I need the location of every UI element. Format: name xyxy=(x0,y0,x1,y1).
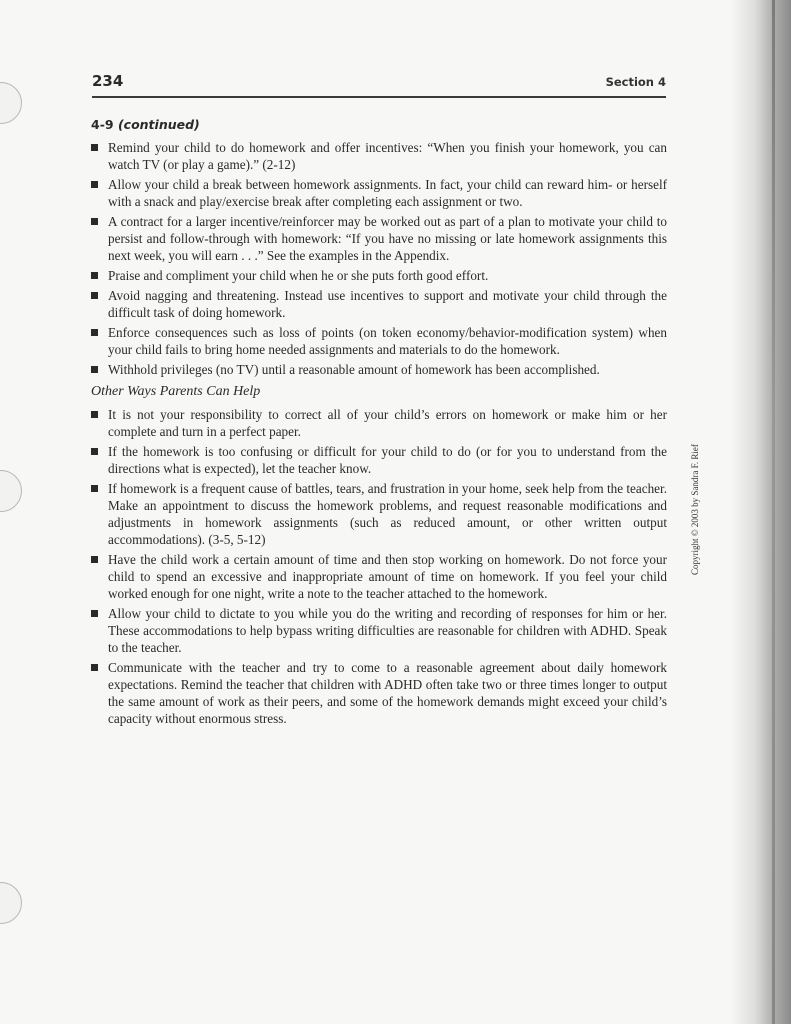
bullet-square-icon xyxy=(91,556,98,563)
list-item: If homework is a frequent cause of battles, tears, and frustration in your home, seek help from the teacher. Make an appointment to discuss the homework problems, and request reasonable modifications and adjustments in homework assignments (such as reduced amount, or other written output accommodations). (3-5, 5-12) xyxy=(91,480,667,548)
list-item: Have the child work a certain amount of time and then stop working on homework. Do not force your child to spend an excessive and inappropriate amount of time on homework. If you feel your child worked enough for one night, write a note to the teacher attached to the homework. xyxy=(91,551,667,602)
bullet-square-icon xyxy=(91,411,98,418)
page-body xyxy=(91,117,667,730)
bullet-square-icon xyxy=(91,144,98,151)
list-item: Withhold privileges (no TV) until a reasonable amount of homework has been accomplished. xyxy=(91,361,667,378)
list-item: Enforce consequences such as loss of points (on token economy/behavior-modification system) when your child fails to bring home needed assignments and materials to do the homework. xyxy=(91,324,667,358)
punch-hole-top xyxy=(0,82,22,124)
bullet-list-1 xyxy=(91,139,667,378)
list-item: Praise and compliment your child when he or she puts forth good effort. xyxy=(91,267,667,284)
list-item: A contract for a larger incentive/reinforcer may be worked out as part of a plan to motivate your child to persist and follow-through with homework: “If you have no missing or late homework assignments this next week, you will earn . . .” See the examples in the Appendix. xyxy=(91,213,667,264)
list-item: Avoid nagging and threatening. Instead use incentives to support and motivate your child through the difficult task of doing homework. xyxy=(91,287,667,321)
sub-heading-number: 4-9 xyxy=(91,117,114,132)
punch-hole-middle xyxy=(0,470,22,512)
list-item: Allow your child a break between homework assignments. In fact, your child can reward him- or herself with a snack and play/exercise break after completing each assignment or two. xyxy=(91,176,667,210)
list-item: Communicate with the teacher and try to come to a reasonable agreement about daily homework expectations. Remind the teacher that children with ADHD often take two or three times longer to output the same amount of work as their peers, and some of the homework demands might exceed your child’s capacity without enormous stress. xyxy=(91,659,667,727)
list-item: It is not your responsibility to correct all of your child’s errors on homework or make him or her complete and turn in a perfect paper. xyxy=(91,406,667,440)
bullet-square-icon xyxy=(91,485,98,492)
bullet-list-2 xyxy=(91,406,667,727)
page-number: 234 xyxy=(92,72,124,90)
bullet-square-icon xyxy=(91,664,98,671)
list-item: Allow your child to dictate to you while you do the writing and recording of responses for him or her. These accommodations to help bypass writing difficulties are reasonable for children with ADHD. Speak to the teacher. xyxy=(91,605,667,656)
sub-heading-label: (continued) xyxy=(117,117,200,132)
bullet-square-icon xyxy=(91,329,98,336)
bullet-square-icon xyxy=(91,292,98,299)
bullet-square-icon xyxy=(91,218,98,225)
section-label: Section 4 xyxy=(605,75,666,89)
bullet-square-icon xyxy=(91,366,98,373)
list-item: If the homework is too confusing or difficult for your child to do (or for you to understand from the directions what is expected), let the teacher know. xyxy=(91,443,667,477)
punch-hole-bottom xyxy=(0,882,22,924)
copyright-notice: Copyright © 2003 by Sandra F. Rief xyxy=(690,444,700,575)
list-item: Remind your child to do homework and offer incentives: “When you finish your homework, you can watch TV (or play a game).” (2-12) xyxy=(91,139,667,173)
sub-heading xyxy=(91,117,667,132)
page-header xyxy=(92,72,666,98)
section-heading: Other Ways Parents Can Help xyxy=(91,384,261,399)
bullet-square-icon xyxy=(91,448,98,455)
bullet-square-icon xyxy=(91,181,98,188)
page-edge-shadow xyxy=(731,0,791,1024)
bullet-square-icon xyxy=(91,272,98,279)
bullet-square-icon xyxy=(91,610,98,617)
page-edge-line xyxy=(772,0,775,1024)
